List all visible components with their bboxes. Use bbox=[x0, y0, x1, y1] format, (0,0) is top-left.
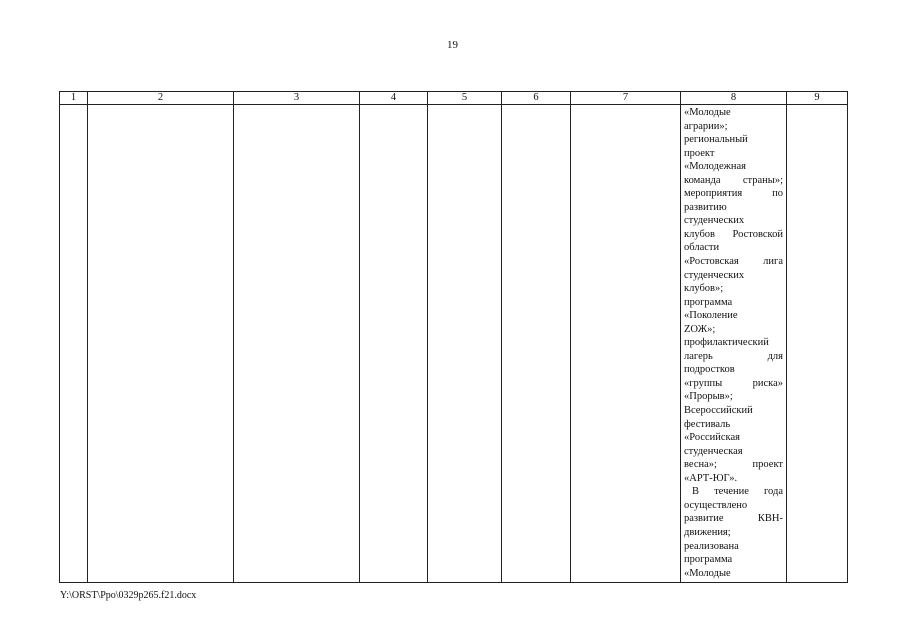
text-line: «Молодые bbox=[684, 567, 731, 579]
text-line: «Поколение bbox=[684, 310, 738, 322]
text-line: развитие КВН- bbox=[684, 513, 783, 525]
text-line: весна»; проект bbox=[684, 459, 783, 471]
text-line: осуществлено bbox=[684, 499, 748, 511]
text-line: развитию bbox=[684, 201, 727, 213]
table-cell-col-3 bbox=[234, 105, 360, 583]
text-line: Всероссийский bbox=[684, 405, 753, 417]
text-line: «Прорыв»; bbox=[684, 391, 733, 403]
text-line: аграрии»; bbox=[684, 120, 728, 132]
text-line: клубов»; bbox=[684, 283, 724, 295]
table-cell-col-1 bbox=[60, 105, 88, 583]
text-line: лагерь для bbox=[684, 350, 783, 362]
column-header-2: 2 bbox=[88, 92, 234, 105]
text-line: подростков bbox=[684, 364, 735, 376]
text-line: «Российская bbox=[684, 432, 740, 444]
text-line: региональный bbox=[684, 134, 748, 146]
text-line: «Молодежная bbox=[684, 161, 746, 173]
table-cell-col-2 bbox=[88, 105, 234, 583]
table-cell-col-6 bbox=[502, 105, 571, 583]
text-line: «АРТ-ЮГ». bbox=[684, 472, 738, 484]
text-line: студенческая bbox=[684, 445, 743, 457]
column-header-6: 6 bbox=[502, 92, 571, 105]
text-line: «группы риска» bbox=[684, 377, 783, 389]
column-header-7: 7 bbox=[571, 92, 681, 105]
column-header-5: 5 bbox=[428, 92, 502, 105]
text-line: профилактический bbox=[684, 337, 769, 349]
table-cell-col-8 bbox=[681, 105, 787, 583]
text-line: движения; bbox=[684, 526, 731, 538]
column-header-8: 8 bbox=[681, 92, 787, 105]
text-line: «Молодые bbox=[684, 107, 731, 118]
data-table bbox=[59, 91, 848, 583]
text-line: В течение года bbox=[692, 486, 783, 498]
text-line: области bbox=[684, 242, 720, 254]
text-line: проект bbox=[684, 147, 715, 159]
text-line: команда страны»; bbox=[684, 174, 783, 186]
table-row bbox=[60, 105, 848, 583]
text-line: мероприятия по bbox=[684, 188, 783, 200]
column-header-9: 9 bbox=[787, 92, 848, 105]
text-line: «Ростовская лига bbox=[684, 256, 783, 268]
text-line: ZОЖ»; bbox=[684, 323, 716, 335]
table-cell-col-7 bbox=[571, 105, 681, 583]
text-line: программа bbox=[684, 554, 733, 566]
table-header-row bbox=[60, 92, 848, 105]
text-line: клубов Ростовской bbox=[684, 228, 783, 240]
table-cell-col-9 bbox=[787, 105, 848, 583]
page-number: 19 bbox=[447, 39, 458, 51]
column-header-3: 3 bbox=[234, 92, 360, 105]
column-header-4: 4 bbox=[360, 92, 428, 105]
footer-file-path: Y:\ORST\Ppo\0329p265.f21.docx bbox=[60, 590, 197, 601]
column-header-1: 1 bbox=[60, 92, 88, 105]
text-line: фестиваль bbox=[684, 418, 731, 430]
table-cell-col-4 bbox=[360, 105, 428, 583]
text-line: студенческих bbox=[684, 269, 745, 281]
text-line: реализована bbox=[684, 540, 739, 552]
table-cell-col-5 bbox=[428, 105, 502, 583]
column-8-text bbox=[681, 105, 786, 580]
text-line: программа bbox=[684, 296, 733, 308]
text-line: студенческих bbox=[684, 215, 745, 227]
